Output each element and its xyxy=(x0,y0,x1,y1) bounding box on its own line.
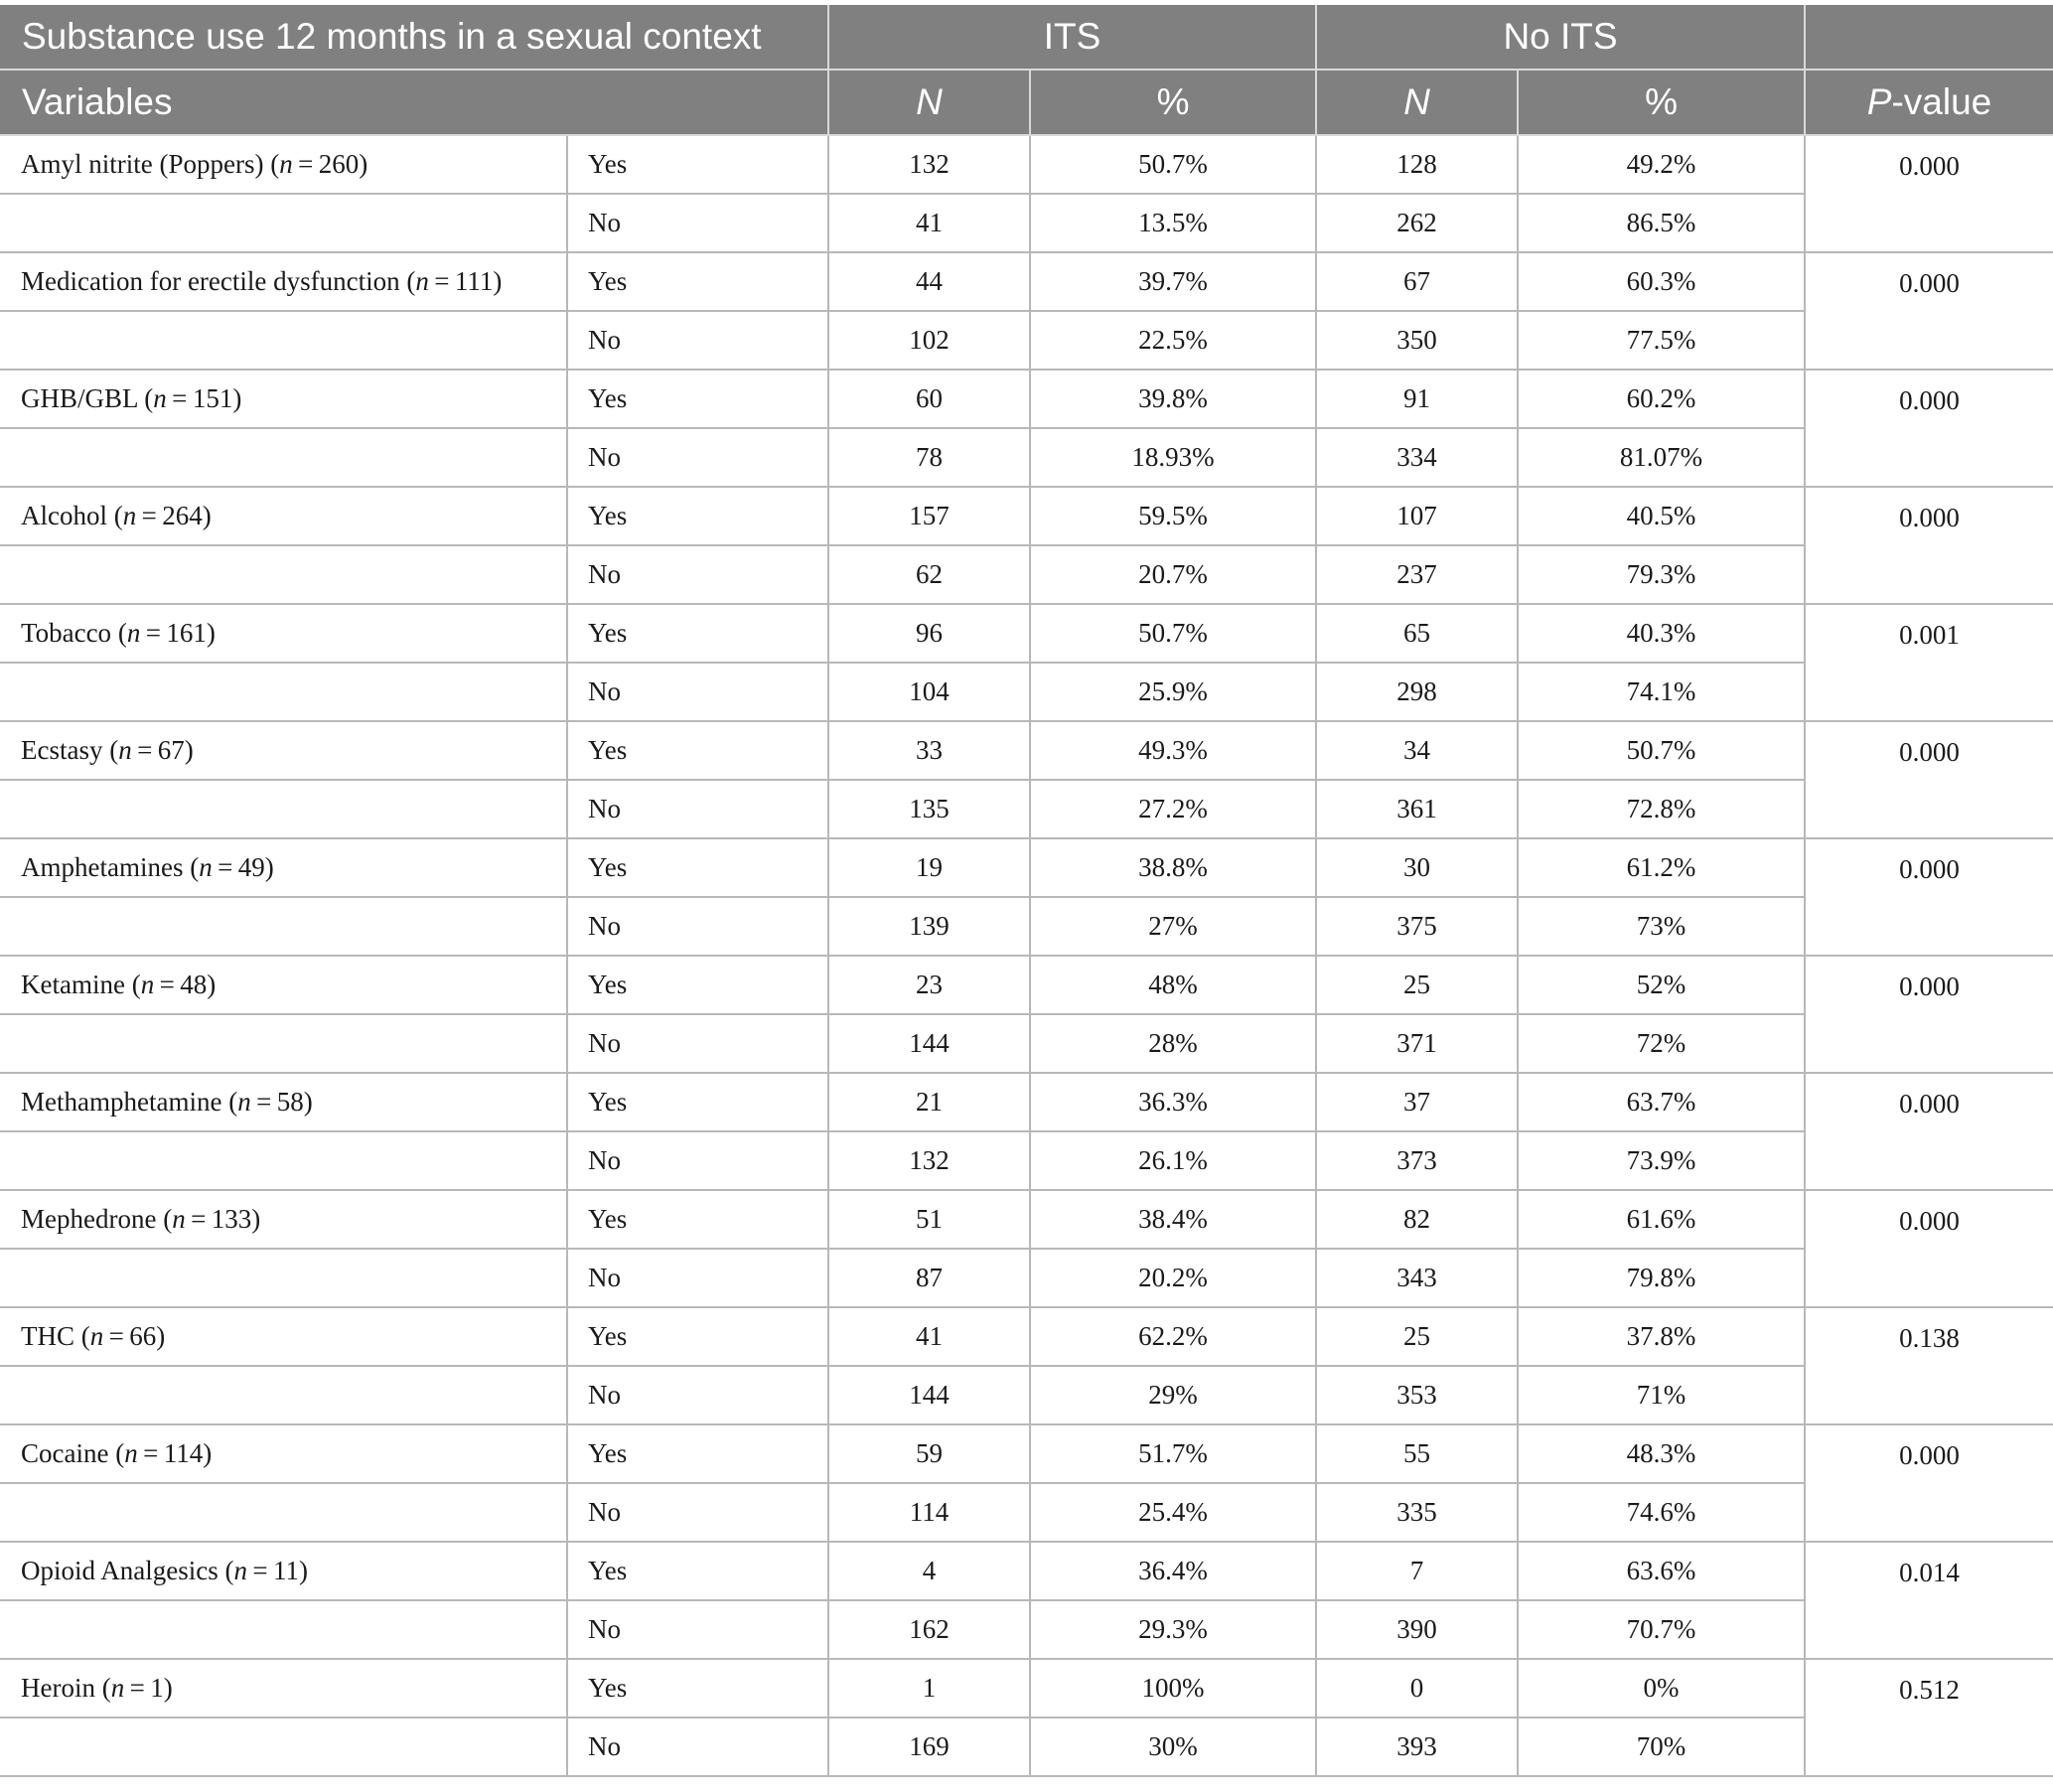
n-symbol: n xyxy=(172,1204,186,1234)
its-n-value: 62 xyxy=(828,545,1030,604)
no-its-pct-value: 79.8% xyxy=(1518,1249,1805,1307)
no-its-pct-value: 52% xyxy=(1518,956,1805,1014)
substance-name-cell: Ketamine (n = 48) xyxy=(0,956,567,1014)
p-label: P xyxy=(1866,81,1892,122)
substance-n: 58 xyxy=(276,1087,304,1117)
empty-cell xyxy=(0,663,567,721)
table-row xyxy=(0,428,2053,487)
yes-label: Yes xyxy=(567,487,828,545)
its-pct-value: 38.4% xyxy=(1030,1190,1316,1249)
p-value: 0.000 xyxy=(1805,252,2053,370)
substance-name: Amphetamines xyxy=(21,852,184,882)
substance-name-cell: Heroin (n = 1) xyxy=(0,1659,567,1717)
its-pct-value: 100% xyxy=(1030,1659,1316,1717)
no-its-pct-value: 49.2% xyxy=(1518,135,1805,194)
its-pct-value: 51.7% xyxy=(1030,1424,1316,1483)
table-row xyxy=(0,1014,2053,1073)
p-value: 0.014 xyxy=(1805,1542,2053,1659)
yes-label: Yes xyxy=(567,252,828,311)
no-its-n-value: 375 xyxy=(1316,897,1518,956)
p-value: 0.000 xyxy=(1805,1190,2053,1307)
table-row xyxy=(0,956,2053,1014)
table-row xyxy=(0,1131,2053,1190)
no-its-n-value: 0 xyxy=(1316,1659,1518,1717)
yes-label: Yes xyxy=(567,1190,828,1249)
yes-label: Yes xyxy=(567,838,828,897)
substance-n: 1 xyxy=(150,1673,164,1703)
no-label: No xyxy=(567,194,828,252)
its-n-value: 104 xyxy=(828,663,1030,721)
header-row-columns xyxy=(0,70,2053,135)
no-its-pct-value: 73% xyxy=(1518,897,1805,956)
p-value: 0.000 xyxy=(1805,838,2053,956)
no-its-pct-value: 70% xyxy=(1518,1717,1805,1776)
its-pct-value: 27.2% xyxy=(1030,780,1316,838)
its-pct-value: 26.1% xyxy=(1030,1131,1316,1190)
table-row xyxy=(0,1307,2053,1366)
no-label: No xyxy=(567,1014,828,1073)
substance-name-cell: GHB/GBL (n = 151) xyxy=(0,370,567,428)
its-pct-value: 25.4% xyxy=(1030,1483,1316,1542)
yes-label: Yes xyxy=(567,135,828,194)
its-n-value: 44 xyxy=(828,252,1030,311)
no-its-n-value: 82 xyxy=(1316,1190,1518,1249)
table-row xyxy=(0,1190,2053,1249)
table-row xyxy=(0,897,2053,956)
its-n-value: 135 xyxy=(828,780,1030,838)
its-pct-value: 50.7% xyxy=(1030,135,1316,194)
substance-n: 48 xyxy=(180,970,208,999)
n-symbol: n xyxy=(118,735,132,765)
its-n-header xyxy=(828,70,1030,135)
substance-name: Amyl nitrite (Poppers) xyxy=(21,149,264,179)
no-its-n-value: 25 xyxy=(1316,1307,1518,1366)
table-row xyxy=(0,721,2053,780)
empty-header-cell xyxy=(1805,5,2053,70)
yes-label: Yes xyxy=(567,956,828,1014)
no-its-pct-value: 72% xyxy=(1518,1014,1805,1073)
no-its-pct-value: 40.3% xyxy=(1518,604,1805,663)
its-pct-value: 22.5% xyxy=(1030,311,1316,370)
empty-cell xyxy=(0,897,567,956)
p-value: 0.000 xyxy=(1805,487,2053,604)
n-symbol: n xyxy=(153,383,167,413)
its-n-value: 23 xyxy=(828,956,1030,1014)
its-pct-value: 59.5% xyxy=(1030,487,1316,545)
substance-name-cell: Amphetamines (n = 49) xyxy=(0,838,567,897)
no-label: No xyxy=(567,1483,828,1542)
header-row-groups xyxy=(0,5,2053,70)
no-its-pct-value: 50.7% xyxy=(1518,721,1805,780)
its-n-value: 51 xyxy=(828,1190,1030,1249)
yes-label: Yes xyxy=(567,604,828,663)
substance-name: Opioid Analgesics xyxy=(21,1556,219,1585)
p-value: 0.000 xyxy=(1805,1073,2053,1190)
substance-name-cell: THC (n = 66) xyxy=(0,1307,567,1366)
table-row xyxy=(0,1366,2053,1424)
substance-name: Mephedrone xyxy=(21,1204,157,1234)
no-label: No xyxy=(567,663,828,721)
n-symbol: n xyxy=(89,1321,104,1351)
no-its-pct-value: 63.7% xyxy=(1518,1073,1805,1131)
table-body xyxy=(0,135,2053,1776)
substance-n: 49 xyxy=(237,852,265,882)
empty-cell xyxy=(0,1483,567,1542)
table-row xyxy=(0,370,2053,428)
no-its-n-value: 361 xyxy=(1316,780,1518,838)
substance-name: Cocaine xyxy=(21,1438,109,1468)
no-its-n-value: 393 xyxy=(1316,1717,1518,1776)
its-n-value: 132 xyxy=(828,135,1030,194)
substance-n: 264 xyxy=(162,501,203,530)
no-its-pct-value: 63.6% xyxy=(1518,1542,1805,1600)
n-symbol: n xyxy=(126,618,141,648)
no-its-n-value: 335 xyxy=(1316,1483,1518,1542)
empty-cell xyxy=(0,545,567,604)
its-pct-value: 49.3% xyxy=(1030,721,1316,780)
no-its-n-value: 25 xyxy=(1316,956,1518,1014)
table-row xyxy=(0,1424,2053,1483)
no-its-pct-value: 86.5% xyxy=(1518,194,1805,252)
no-its-pct-value: 77.5% xyxy=(1518,311,1805,370)
no-its-pct-value: 74.6% xyxy=(1518,1483,1805,1542)
its-n-value: 60 xyxy=(828,370,1030,428)
no-its-pct-value: 70.7% xyxy=(1518,1600,1805,1659)
no-its-n-value: 30 xyxy=(1316,838,1518,897)
no-its-n-value: 91 xyxy=(1316,370,1518,428)
its-n-value: 19 xyxy=(828,838,1030,897)
no-its-n-value: 298 xyxy=(1316,663,1518,721)
n-symbol: n xyxy=(237,1087,251,1117)
its-n-value: 1 xyxy=(828,1659,1030,1717)
p-value: 0.138 xyxy=(1805,1307,2053,1424)
its-n-value: 41 xyxy=(828,194,1030,252)
no-its-n-value: 128 xyxy=(1316,135,1518,194)
its-pct-value: 13.5% xyxy=(1030,194,1316,252)
no-its-group-header: No ITS xyxy=(1316,5,1805,70)
no-its-n-value: 55 xyxy=(1316,1424,1518,1483)
its-n-value: 132 xyxy=(828,1131,1030,1190)
table-row xyxy=(0,838,2053,897)
yes-label: Yes xyxy=(567,1659,828,1717)
no-label: No xyxy=(567,311,828,370)
its-n-value: 139 xyxy=(828,897,1030,956)
its-n-value: 33 xyxy=(828,721,1030,780)
substance-name: Medication for erectile dysfunction xyxy=(21,266,400,296)
its-pct-value: 48% xyxy=(1030,956,1316,1014)
its-n-value: 157 xyxy=(828,487,1030,545)
substance-name-cell: Tobacco (n = 161) xyxy=(0,604,567,663)
its-n-value: 144 xyxy=(828,1014,1030,1073)
its-pct-value: 36.4% xyxy=(1030,1542,1316,1600)
n-symbol: n xyxy=(140,970,155,999)
its-pct-value: 20.2% xyxy=(1030,1249,1316,1307)
table-row xyxy=(0,135,2053,194)
substance-name-cell: Mephedrone (n = 133) xyxy=(0,1190,567,1249)
its-n-value: 78 xyxy=(828,428,1030,487)
its-group-header: ITS xyxy=(828,5,1316,70)
its-pct-value: 30% xyxy=(1030,1717,1316,1776)
table-row xyxy=(0,663,2053,721)
substance-n: 111 xyxy=(454,266,494,296)
substance-name-cell: Methamphetamine (n = 58) xyxy=(0,1073,567,1131)
no-its-n-value: 334 xyxy=(1316,428,1518,487)
table-row xyxy=(0,311,2053,370)
no-label: No xyxy=(567,1366,828,1424)
its-n-value: 162 xyxy=(828,1600,1030,1659)
yes-label: Yes xyxy=(567,370,828,428)
table-row xyxy=(0,604,2053,663)
no-its-n-value: 67 xyxy=(1316,252,1518,311)
yes-label: Yes xyxy=(567,721,828,780)
table-row xyxy=(0,780,2053,838)
n-symbol: n xyxy=(415,266,429,296)
no-its-pct-header: % xyxy=(1518,70,1805,135)
yes-label: Yes xyxy=(567,1542,828,1600)
its-pct-value: 20.7% xyxy=(1030,545,1316,604)
table-row xyxy=(0,487,2053,545)
yes-label: Yes xyxy=(567,1073,828,1131)
substance-name-cell: Medication for erectile dysfunction (n = 111) xyxy=(0,252,567,311)
its-pct-value: 25.9% xyxy=(1030,663,1316,721)
substance-n: 161 xyxy=(166,618,207,648)
no-its-pct-value: 71% xyxy=(1518,1366,1805,1424)
its-pct-value: 29.3% xyxy=(1030,1600,1316,1659)
substance-name: Ecstasy xyxy=(21,735,103,765)
empty-cell xyxy=(0,311,567,370)
its-pct-value: 29% xyxy=(1030,1366,1316,1424)
no-its-pct-value: 61.6% xyxy=(1518,1190,1805,1249)
substance-n: 133 xyxy=(211,1204,252,1234)
n-symbol: n xyxy=(110,1673,125,1703)
substance-name: THC xyxy=(21,1321,74,1351)
no-its-pct-value: 40.5% xyxy=(1518,487,1805,545)
p-label-suffix: -value xyxy=(1891,81,1992,122)
table-title: Substance use 12 months in a sexual context xyxy=(0,5,828,70)
no-its-n-value: 34 xyxy=(1316,721,1518,780)
n-symbol: n xyxy=(279,149,293,179)
its-n-value: 114 xyxy=(828,1483,1030,1542)
its-n-value: 169 xyxy=(828,1717,1030,1776)
no-label: No xyxy=(567,428,828,487)
no-its-pct-value: 61.2% xyxy=(1518,838,1805,897)
n-symbol: n xyxy=(199,852,213,882)
no-its-pct-value: 60.3% xyxy=(1518,252,1805,311)
no-its-n-value: 37 xyxy=(1316,1073,1518,1131)
its-pct-value: 18.93% xyxy=(1030,428,1316,487)
no-its-pct-value: 73.9% xyxy=(1518,1131,1805,1190)
no-label: No xyxy=(567,1600,828,1659)
no-its-n-value: 107 xyxy=(1316,487,1518,545)
empty-cell xyxy=(0,428,567,487)
no-its-n-header xyxy=(1316,70,1518,135)
variables-header: Variables xyxy=(0,70,828,135)
substance-name: Heroin xyxy=(21,1673,95,1703)
no-its-n-label: N xyxy=(1403,81,1430,122)
its-pct-value: 38.8% xyxy=(1030,838,1316,897)
n-symbol: n xyxy=(233,1556,247,1585)
no-its-n-value: 390 xyxy=(1316,1600,1518,1659)
n-symbol: n xyxy=(124,1438,138,1468)
substance-name: Tobacco xyxy=(21,618,112,648)
p-value: 0.512 xyxy=(1805,1659,2053,1776)
no-label: No xyxy=(567,780,828,838)
no-its-n-value: 262 xyxy=(1316,194,1518,252)
its-pct-value: 62.2% xyxy=(1030,1307,1316,1366)
no-label: No xyxy=(567,1131,828,1190)
table-row xyxy=(0,545,2053,604)
no-its-n-value: 371 xyxy=(1316,1014,1518,1073)
its-pct-value: 36.3% xyxy=(1030,1073,1316,1131)
p-value: 0.000 xyxy=(1805,1424,2053,1542)
substance-n: 260 xyxy=(318,149,360,179)
substance-name-cell: Alcohol (n = 264) xyxy=(0,487,567,545)
its-n-value: 144 xyxy=(828,1366,1030,1424)
no-its-n-value: 350 xyxy=(1316,311,1518,370)
empty-cell xyxy=(0,780,567,838)
empty-cell xyxy=(0,194,567,252)
no-its-pct-value: 60.2% xyxy=(1518,370,1805,428)
p-value: 0.001 xyxy=(1805,604,2053,721)
substance-n: 151 xyxy=(192,383,233,413)
table-row xyxy=(0,1073,2053,1131)
its-n-value: 96 xyxy=(828,604,1030,663)
empty-cell xyxy=(0,1131,567,1190)
its-pct-value: 27% xyxy=(1030,897,1316,956)
no-label: No xyxy=(567,545,828,604)
no-its-pct-value: 72.8% xyxy=(1518,780,1805,838)
its-n-label: N xyxy=(916,81,943,122)
substance-n: 66 xyxy=(129,1321,157,1351)
no-its-pct-value: 0% xyxy=(1518,1659,1805,1717)
substance-n: 67 xyxy=(157,735,185,765)
substance-name-cell: Opioid Analgesics (n = 11) xyxy=(0,1542,567,1600)
its-n-value: 102 xyxy=(828,311,1030,370)
its-n-value: 4 xyxy=(828,1542,1030,1600)
substance-name: Methamphetamine xyxy=(21,1087,222,1117)
p-value: 0.000 xyxy=(1805,370,2053,487)
substance-name: Alcohol xyxy=(21,501,107,530)
n-symbol: n xyxy=(122,501,137,530)
its-n-value: 21 xyxy=(828,1073,1030,1131)
substance-use-table xyxy=(0,5,2053,1777)
no-its-pct-value: 74.1% xyxy=(1518,663,1805,721)
no-label: No xyxy=(567,1717,828,1776)
no-label: No xyxy=(567,1249,828,1307)
no-its-pct-value: 37.8% xyxy=(1518,1307,1805,1366)
yes-label: Yes xyxy=(567,1307,828,1366)
no-its-pct-value: 48.3% xyxy=(1518,1424,1805,1483)
its-n-value: 41 xyxy=(828,1307,1030,1366)
no-its-pct-value: 81.07% xyxy=(1518,428,1805,487)
no-its-n-value: 65 xyxy=(1316,604,1518,663)
no-its-pct-value: 79.3% xyxy=(1518,545,1805,604)
its-n-value: 59 xyxy=(828,1424,1030,1483)
empty-cell xyxy=(0,1600,567,1659)
table-row xyxy=(0,1542,2053,1600)
no-its-n-value: 7 xyxy=(1316,1542,1518,1600)
no-its-n-value: 343 xyxy=(1316,1249,1518,1307)
its-pct-value: 39.7% xyxy=(1030,252,1316,311)
p-value: 0.000 xyxy=(1805,721,2053,838)
substance-n: 114 xyxy=(163,1438,204,1468)
substance-name-cell: Ecstasy (n = 67) xyxy=(0,721,567,780)
empty-cell xyxy=(0,1366,567,1424)
table-row xyxy=(0,1659,2053,1717)
no-label: No xyxy=(567,897,828,956)
table-row xyxy=(0,252,2053,311)
its-pct-value: 50.7% xyxy=(1030,604,1316,663)
empty-cell xyxy=(0,1717,567,1776)
table-row xyxy=(0,1600,2053,1659)
yes-label: Yes xyxy=(567,1424,828,1483)
table-row xyxy=(0,1249,2053,1307)
its-pct-header: % xyxy=(1030,70,1316,135)
table-row xyxy=(0,1483,2053,1542)
substance-name-cell: Amyl nitrite (Poppers) (n = 260) xyxy=(0,135,567,194)
substance-name-cell: Cocaine (n = 114) xyxy=(0,1424,567,1483)
p-value: 0.000 xyxy=(1805,956,2053,1073)
empty-cell xyxy=(0,1249,567,1307)
p-value-header xyxy=(1805,70,2053,135)
no-its-n-value: 237 xyxy=(1316,545,1518,604)
substance-name: Ketamine xyxy=(21,970,125,999)
substance-n: 11 xyxy=(273,1556,300,1585)
no-its-n-value: 353 xyxy=(1316,1366,1518,1424)
table-row xyxy=(0,194,2053,252)
substance-name: GHB/GBL xyxy=(21,383,138,413)
table-row xyxy=(0,1717,2053,1776)
its-pct-value: 28% xyxy=(1030,1014,1316,1073)
empty-cell xyxy=(0,1014,567,1073)
its-pct-value: 39.8% xyxy=(1030,370,1316,428)
no-its-n-value: 373 xyxy=(1316,1131,1518,1190)
p-value: 0.000 xyxy=(1805,135,2053,252)
its-n-value: 87 xyxy=(828,1249,1030,1307)
